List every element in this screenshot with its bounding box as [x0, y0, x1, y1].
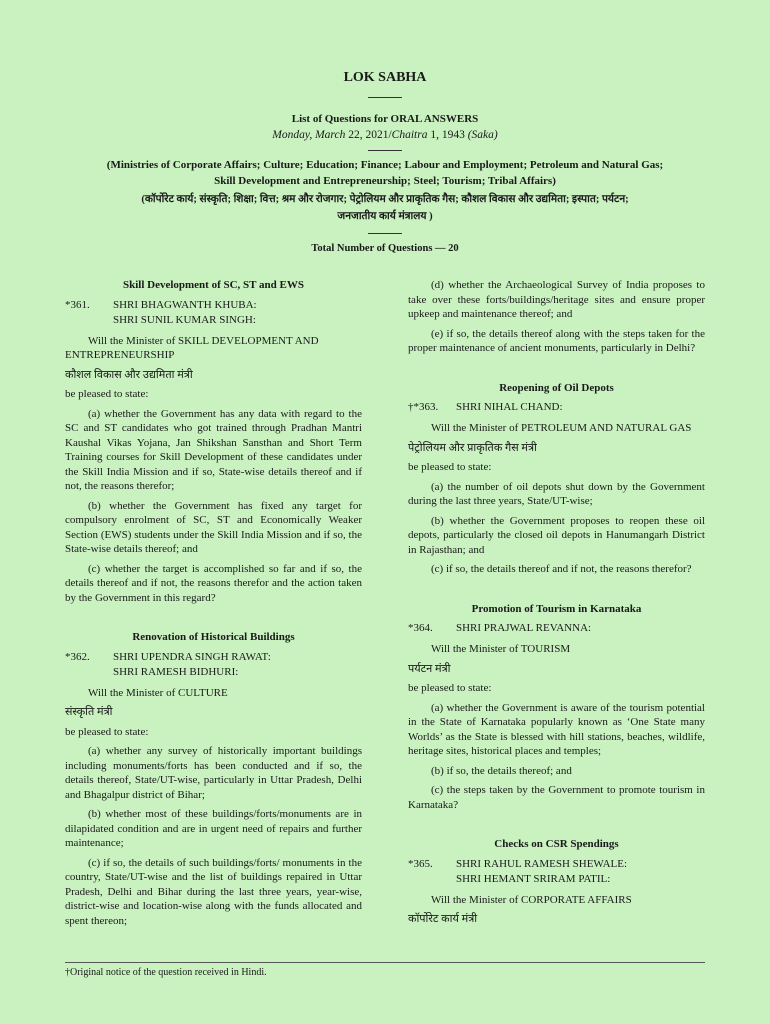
minister-hindi: पर्यटन मंत्री — [408, 662, 451, 675]
page-subtitle: List of Questions for ORAL ANSWERS — [291, 113, 479, 125]
question-part-a: (a) whether the Government is aware of the tourism potential in the State of Karnataka popularly known as ‘One State many Worlds’ as the State is blessed with hill stations, beaches, wildlife, heritage sites, historical places and temples; — [408, 701, 705, 757]
member-name: SHRI RAMESH BIDHURI: — [113, 665, 239, 678]
member-name: SHRI HEMANT SRIRAM PATIL: — [456, 872, 611, 885]
question-part-c: (c) whether the target is accomplished so far and if so, the details thereof and if not, the reasons therefor and the action taken by the Government in this regard? — [65, 562, 362, 604]
right-column — [408, 278, 705, 932]
question-part-e: (e) if so, the details thereof along with the steps taken for the proper maintenance of ancient monuments, particularly in Delhi? — [408, 327, 705, 354]
sitting-date — [0, 129, 770, 141]
minister-line: Will the Minister of SKILL DEVELOPMENT AND ENTREPRENEURSHIP — [65, 334, 319, 361]
minister-hindi: संस्कृति मंत्री — [65, 706, 113, 718]
question-number: *362. — [65, 650, 90, 663]
question-part-c: (c) if so, the details of such buildings/forts/ monuments in the country, State/UT-wise and the list of buildings repaired in Uttar Pradesh, Delhi and Bihar during the last three years, year-wise, district-wise and location-wise along with the funds allocated and spent thereon; — [65, 856, 362, 927]
total-questions: Total Number of Questions — 20 — [311, 243, 459, 254]
member-name: SHRI SUNIL KUMAR SINGH: — [113, 313, 256, 326]
pleased-to-state: be pleased to state: — [408, 461, 492, 473]
pleased-to-state: be pleased to state: — [408, 682, 492, 694]
question-heading: Checks on CSR Spendings — [494, 838, 619, 850]
ministries-hindi-line: (कॉर्पोरेट कार्य; संस्कृति; शिक्षा; वित्त; श्रम और रोजगार; पेट्रोलियम और प्राकृतिक गैस; कौशल विकास और उद्यमिता; इस्पात; पर्यटन; — [141, 194, 629, 205]
page-title: LOK SABHA — [343, 70, 427, 85]
member-name: SHRI UPENDRA SINGH RAWAT: — [113, 650, 271, 663]
minister-hindi: कौशल विकास और उद्यमिता मंत्री — [65, 368, 193, 381]
question-number: †*363. — [408, 401, 439, 413]
question-members — [408, 400, 705, 415]
question-part-a: (a) whether the Government has any data with regard to the SC and ST candidates who got trained through Pradhan Mantri Kaushal Vikas Yojana, Jan Shikshan Sansthan and Short Term Training courses for Skill Development of these candidates under the Skill India Mission and if so, State-wise details thereof and if not, the reasons therefor; — [65, 407, 362, 492]
question-part-a: (a) whether any survey of historically important buildings including monuments/forts has been conducted and if so, the details thereof, State/UT-wise, particularly in Uttar Pradesh, Delhi and Bhagalpur district of Bihar; — [65, 745, 362, 801]
question-heading: Promotion of Tourism in Karnataka — [471, 602, 642, 615]
member-name: SHRI RAHUL RAMESH SHEWALE: — [456, 857, 628, 870]
question-members — [65, 298, 362, 328]
pleased-to-state: be pleased to state: — [65, 388, 149, 400]
question-part-c: (c) the steps taken by the Government to promote tourism in Karnataka? — [408, 784, 705, 811]
question-members — [408, 857, 705, 887]
date-chaitra: Chaitra — [391, 129, 431, 141]
minister-line: Will the Minister of PETROLEUM AND NATURAL GAS — [431, 422, 692, 434]
question-part-c: (c) if so, the details thereof and if not, the reasons therefor? — [431, 563, 692, 575]
question-heading: Reopening of Oil Depots — [499, 381, 614, 394]
ministries-list — [55, 157, 715, 189]
question-part-b: (b) if so, the details thereof; and — [431, 764, 572, 777]
question-362-continued — [408, 278, 705, 356]
minister-line: Will the Minister of CULTURE — [88, 686, 228, 699]
question-361 — [65, 278, 362, 605]
question-number: *365. — [408, 857, 433, 870]
footnote: †Original notice of the question received in Hindi. — [65, 967, 267, 978]
question-number: *364. — [408, 622, 433, 634]
date-saka-label: (Saka) — [467, 129, 498, 141]
ministries-list-hindi — [55, 191, 715, 225]
date-weekday-month: Monday, March — [272, 129, 349, 141]
member-name: SHRI PRAJWAL REVANNA: — [456, 622, 592, 634]
question-part-a: (a) the number of oil depots shut down by the Government during the last three years, State/UT-wise; — [408, 480, 705, 507]
ministries-hindi-line: जनजातीय कार्य मंत्रालय ) — [337, 211, 433, 222]
date-divider — [368, 150, 402, 151]
ministries-line: Skill Development and Entrepreneurship; Steel; Tourism; Tribal Affairs) — [214, 175, 556, 187]
title-divider — [368, 97, 402, 98]
question-members — [65, 650, 362, 680]
question-364 — [408, 602, 705, 813]
question-362 — [65, 630, 362, 928]
minister-line: Will the Minister of TOURISM — [431, 643, 571, 655]
minister-line: Will the Minister of CORPORATE AFFAIRS — [431, 893, 632, 906]
ministries-line: (Ministries of Corporate Affairs; Culture; Education; Finance; Labour and Employment; Petroleum and Natural Gas; — [106, 159, 664, 171]
question-part-b: (b) whether most of these buildings/forts/monuments are in dilapidated condition and are in urgent need of repairs and further maintenance; — [65, 808, 362, 849]
question-part-b: (b) whether the Government proposes to reopen these oil depots, particularly the closed oil depots in Hanumangarh District in Rajasthan; and — [408, 514, 705, 556]
minister-hindi: कॉर्पोरेट कार्य मंत्री — [408, 913, 478, 925]
minister-hindi: पेट्रोलियम और प्राकृतिक गैस मंत्री — [408, 441, 537, 454]
question-heading: Renovation of Historical Buildings — [132, 631, 295, 643]
date-day-year: 22, 2021/ — [348, 129, 392, 141]
member-name: SHRI BHAGWANTH KHUBA: — [113, 298, 257, 311]
question-heading: Skill Development of SC, ST and EWS — [122, 279, 305, 291]
pleased-to-state: be pleased to state: — [65, 725, 149, 738]
question-number: *361. — [65, 298, 90, 311]
question-members — [408, 621, 705, 636]
question-part-d: (d) whether the Archaeological Survey of India proposes to take over these forts/buildings/heritage sites and ensure proper upkeep and maintenance thereof; and — [408, 279, 705, 320]
left-column — [65, 278, 362, 933]
member-name: SHRI NIHAL CHAND: — [456, 401, 563, 413]
ministries-divider — [368, 233, 402, 234]
question-part-b: (b) whether the Government has fixed any target for compulsory enrolment of SC, ST and Economically Weaker Section (EWS) students under the Skill India Mission and if so, the State-wise details thereof; and — [65, 499, 362, 555]
date-saka-year: 1, 1943 — [430, 129, 468, 141]
question-363 — [408, 381, 705, 577]
footnote-divider — [65, 962, 705, 963]
question-365 — [408, 837, 705, 927]
